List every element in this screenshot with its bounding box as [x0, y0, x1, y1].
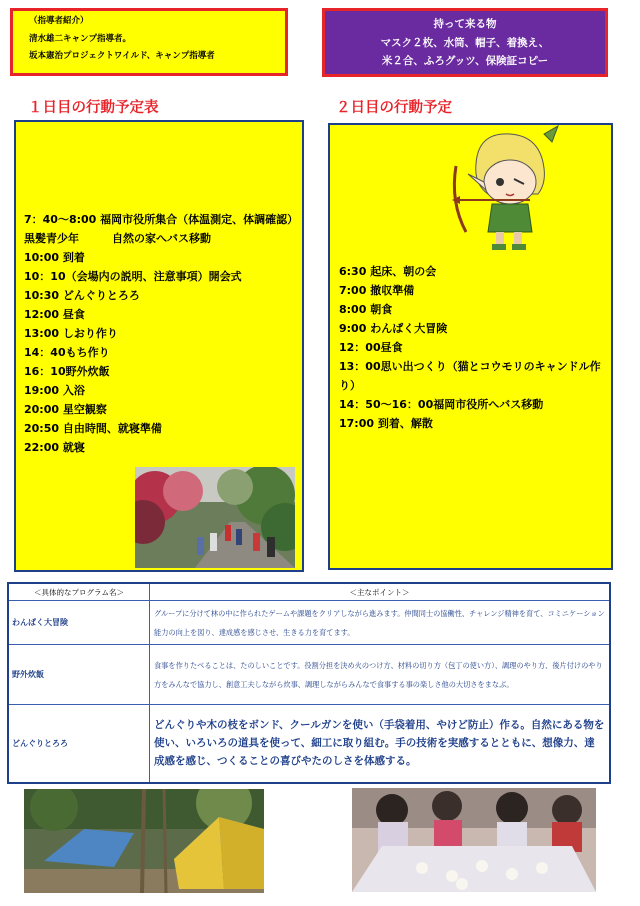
schedule-item: 22:00 就寝	[24, 441, 85, 454]
schedule-item: 9:00 わんぱく大冒険	[339, 322, 448, 335]
header-main-points: ＜主なポイント＞	[150, 583, 611, 601]
items-line: マスク２枚、水筒、帽子、着換え、	[380, 36, 550, 49]
schedule-item: 10:00 到着	[24, 251, 85, 264]
schedule-item: 10:30 どんぐりとろろ	[24, 289, 140, 302]
schedule-item: 10：10（会場内の説明、注意事項）開会式	[24, 270, 242, 283]
elf-archer-illustration	[448, 124, 568, 252]
day1-heading: １日目の行動予定表	[28, 100, 159, 116]
instructors-box	[10, 8, 288, 76]
hiking-photo	[135, 467, 295, 568]
schedule-item: 12:00 昼食	[24, 308, 85, 321]
instructor-line: 清水雄二キャンプ指導者。	[29, 33, 132, 44]
instructors-title: （指導者紹介）	[29, 16, 89, 26]
schedule-item: 19:00 入浴	[24, 384, 85, 397]
items-line: 米２合、ふろグッツ、保険証コピー	[381, 55, 549, 67]
schedule-item: 7：40～8:00 福岡市役所集合（体温測定、体調確認）黒髪青少年 自然の家へバス移動	[24, 213, 293, 245]
schedule-item: 16：10野外炊飯	[24, 365, 110, 378]
schedule-item: 17:00 到着、解散	[339, 417, 433, 430]
items-box	[322, 8, 608, 77]
day2-heading: ２日目の行動予定	[336, 100, 452, 116]
table-header-row	[8, 583, 610, 601]
camp-tents-photo	[24, 789, 264, 893]
table-row	[8, 601, 610, 645]
program-name: わんぱく大冒険	[8, 601, 150, 645]
program-description: 食事を作りたべることは、たのしいことです。役割分担を決め火のつけ方、材料の切り方（包丁の使い方）、調理のやり方、後片付けのやり方をみんなで協力し、創意工夫しながら炊事、調理しながらみんなで食事する事の楽しさ他の大切さをまなぶ。	[150, 645, 611, 705]
header-program-name: ＜具体的なプログラム名＞	[8, 583, 150, 601]
program-name: 野外炊飯	[8, 645, 150, 705]
schedule-item: 13:00 しおり作り	[24, 327, 118, 340]
table-row	[8, 705, 610, 783]
program-table	[7, 582, 611, 784]
table-row	[8, 645, 610, 705]
items-title: 持って来る物	[433, 18, 497, 30]
schedule-item: 7:00 撤収準備	[339, 284, 415, 297]
schedule-item: 12：00昼食	[339, 341, 403, 354]
schedule-item: 14：50～16：00福岡市役所へバス移動	[339, 398, 544, 411]
day1-schedule-list	[24, 210, 298, 457]
program-description: どんぐりや木の枝をボンド、クールガンを使い（手袋着用、やけど防止）作る。自然にある物を使い、いろいろの道具を使って、細工に取り組む。手の技術を実感するとともに、想像力、達成感を感じ、つくることの喜びやたのしさを体感する。	[150, 705, 611, 783]
program-name: どんぐりとろろ	[8, 705, 150, 783]
schedule-item: 14：40もち作り	[24, 346, 110, 359]
program-description: グループに分けて林の中に作られたゲームや課題をクリアしながら進みます。仲間同士の協働性、チャレンジ精神を育て、コミニケーション能力の向上を図り、達成感を感じさせ、生きる力を育てます。	[150, 601, 611, 645]
schedule-item: 6:30 起床、朝の会	[339, 265, 437, 278]
schedule-item: 8:00 朝食	[339, 303, 393, 316]
schedule-item: 13：00思い出つくり（猫とコウモリのキャンドル作り）	[339, 360, 601, 392]
schedule-item: 20:00 星空観察	[24, 403, 107, 416]
mochi-making-photo	[352, 788, 596, 892]
day2-schedule-list	[339, 262, 607, 433]
schedule-item: 20:50 自由時間、就寝準備	[24, 422, 162, 435]
instructor-line: 坂本憲治プロジェクトワイルド、キャンプ指導者	[29, 51, 215, 61]
